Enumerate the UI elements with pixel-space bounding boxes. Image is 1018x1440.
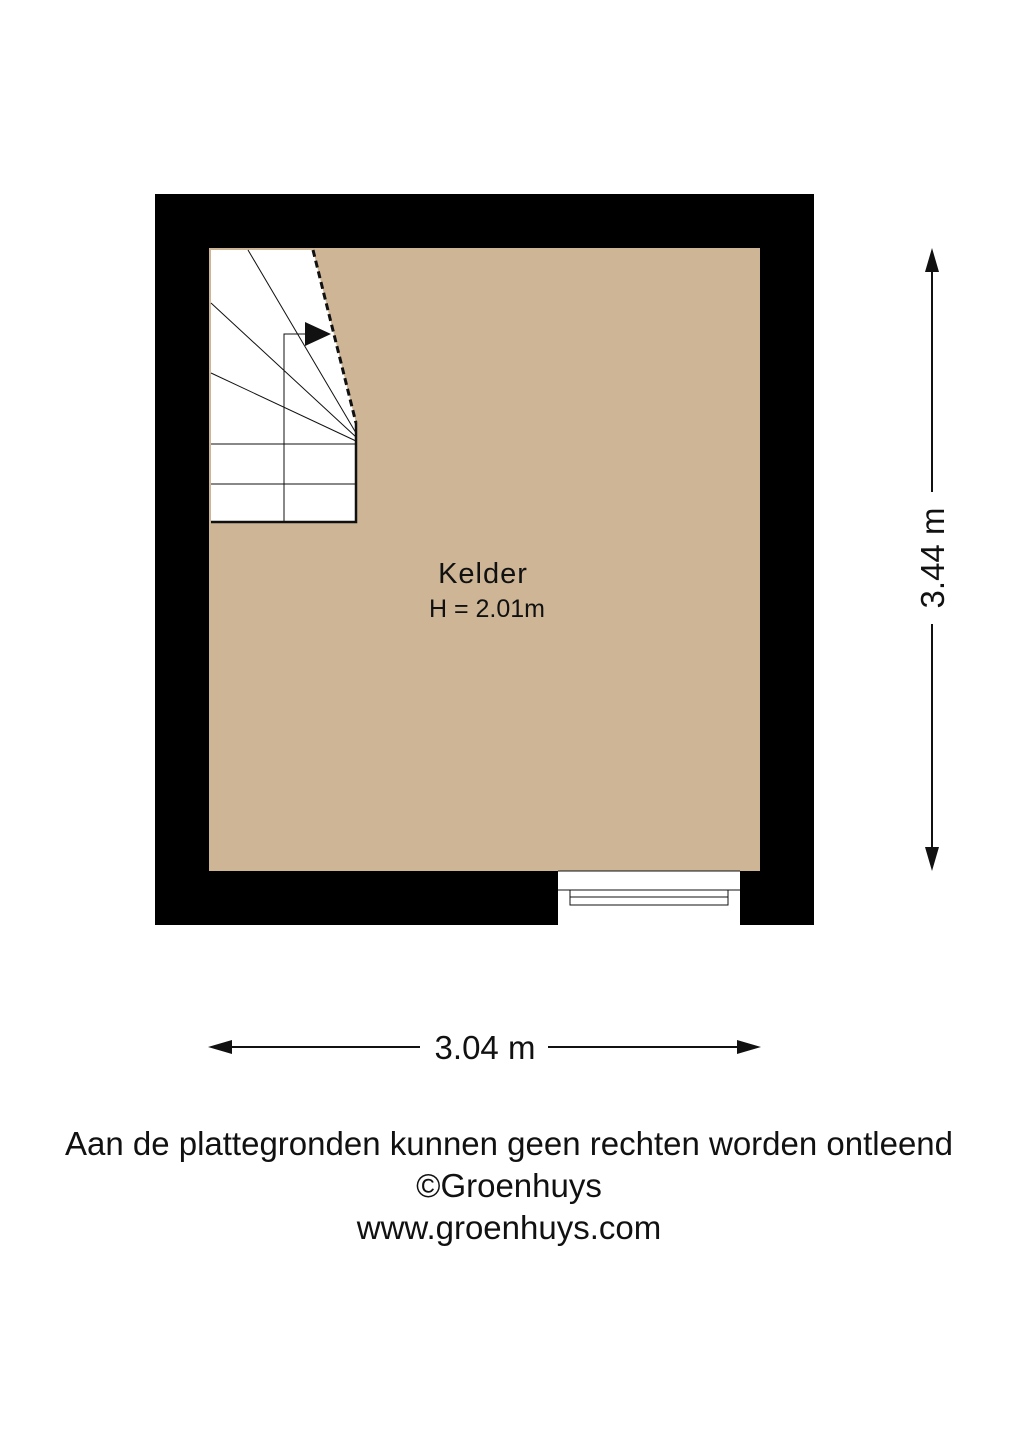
room-height: H = 2.01m (428, 595, 546, 623)
disclaimer-text: Aan de plattegronden kunnen geen rechten worden ontleend (64, 1125, 954, 1162)
window (558, 871, 740, 925)
width-label: 3.04 m (434, 1029, 536, 1066)
arrow-left-icon (208, 1040, 232, 1054)
arrow-up-icon (925, 248, 939, 272)
room-name: Kelder (438, 558, 528, 590)
depth-label: 3.44 m (914, 507, 951, 609)
copyright-text: ©Groenhuys (416, 1167, 602, 1204)
depth-dimension (914, 248, 951, 871)
website-link[interactable]: www.groenhuys.com (356, 1209, 662, 1246)
arrow-down-icon (925, 847, 939, 871)
width-dimension (208, 1029, 761, 1066)
arrow-right-icon (737, 1040, 761, 1054)
